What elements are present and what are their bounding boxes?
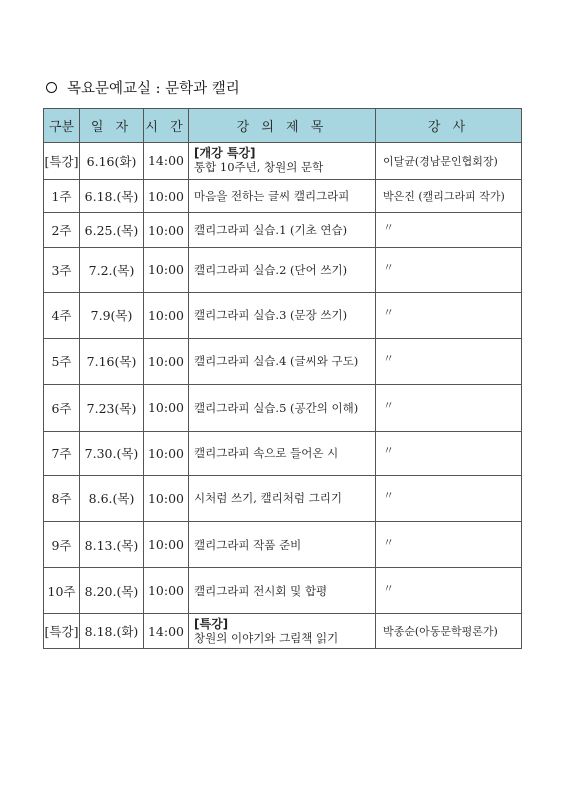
ditto-mark: 〃 xyxy=(383,398,394,412)
session-time: 10:00 xyxy=(144,338,189,384)
ditto-mark: 〃 xyxy=(383,581,394,595)
session-instructor xyxy=(376,568,522,614)
session-no: 10주 xyxy=(44,568,80,614)
table-row xyxy=(44,338,522,384)
special-lecture-tag: [특강] xyxy=(194,616,229,631)
special-lecture-tag: [개강 특강] xyxy=(194,146,256,161)
session-title-cell xyxy=(189,143,376,180)
session-date: 6.16(화) xyxy=(80,143,144,180)
ditto-mark: 〃 xyxy=(383,221,394,235)
session-instructor xyxy=(376,384,522,431)
table-row xyxy=(44,384,522,431)
session-time: 10:00 xyxy=(144,522,189,568)
session-date: 7.23(목) xyxy=(80,384,144,431)
ditto-mark: 〃 xyxy=(383,352,394,366)
session-instructor xyxy=(376,292,522,338)
table-row xyxy=(44,143,522,180)
session-instructor xyxy=(376,213,522,248)
session-instructor xyxy=(376,475,522,522)
session-no: [특강] xyxy=(44,143,80,180)
session-date: 8.13.(목) xyxy=(80,522,144,568)
session-date: 6.25.(목) xyxy=(80,213,144,248)
session-title: 캘리그라피 실습.5 (공간의 이해) xyxy=(189,384,376,431)
ditto-mark: 〃 xyxy=(383,444,394,458)
session-no: 3주 xyxy=(44,248,80,293)
session-date: 8.18.(화) xyxy=(80,614,144,649)
session-time: 10:00 xyxy=(144,384,189,431)
ditto-mark: 〃 xyxy=(383,306,394,320)
session-title-cell xyxy=(189,614,376,649)
session-no: 6주 xyxy=(44,384,80,431)
session-title: 캘리그라피 작품 준비 xyxy=(189,522,376,568)
table-row xyxy=(44,475,522,522)
table-row xyxy=(44,431,522,475)
session-instructor: 박은진 (캘리그라피 작가) xyxy=(376,179,522,213)
session-instructor: 이달균(경남문인협회장) xyxy=(376,143,522,180)
ditto-mark: 〃 xyxy=(383,489,394,503)
session-title: 통합 10주년, 창원의 문학 xyxy=(194,160,324,175)
session-no: 2주 xyxy=(44,213,80,248)
session-title: 창원의 이야기와 그림책 읽기 xyxy=(194,630,339,645)
session-title: 시처럼 쓰기, 캘리처럼 그리기 xyxy=(189,475,376,522)
table-row xyxy=(44,522,522,568)
session-date: 7.16(목) xyxy=(80,338,144,384)
table-row xyxy=(44,614,522,649)
session-instructor: 박종순(아동문학평론가) xyxy=(376,614,522,649)
session-no: 9주 xyxy=(44,522,80,568)
session-title: 캘리그라피 실습.4 (글씨와 구도) xyxy=(189,338,376,384)
session-instructor xyxy=(376,338,522,384)
table-row xyxy=(44,179,522,213)
session-title: 캘리그라피 실습.1 (기초 연습) xyxy=(189,213,376,248)
session-time: 10:00 xyxy=(144,248,189,293)
session-title: 마음을 전하는 글씨 캘리그라피 xyxy=(189,179,376,213)
session-time: 10:00 xyxy=(144,179,189,213)
section-heading xyxy=(46,77,240,98)
session-title: 캘리그라피 실습.2 (단어 쓰기) xyxy=(189,248,376,293)
col-header-date: 일 자 xyxy=(80,109,144,143)
session-no: 8주 xyxy=(44,475,80,522)
session-title: 캘리그라피 전시회 및 합평 xyxy=(189,568,376,614)
session-instructor xyxy=(376,248,522,293)
session-time: 14:00 xyxy=(144,614,189,649)
session-time: 10:00 xyxy=(144,475,189,522)
schedule-table xyxy=(43,108,522,649)
col-header-time: 시 간 xyxy=(144,109,189,143)
col-header-gubun: 구분 xyxy=(44,109,80,143)
table-row xyxy=(44,292,522,338)
session-title: 캘리그라피 실습.3 (문장 쓰기) xyxy=(189,292,376,338)
session-date: 7.9(목) xyxy=(80,292,144,338)
session-date: 7.2.(목) xyxy=(80,248,144,293)
header-row xyxy=(44,109,522,143)
table-row xyxy=(44,213,522,248)
session-instructor xyxy=(376,431,522,475)
table-row xyxy=(44,248,522,293)
table-row xyxy=(44,568,522,614)
col-header-instructor: 강 사 xyxy=(376,109,522,143)
session-time: 10:00 xyxy=(144,292,189,338)
session-no: 5주 xyxy=(44,338,80,384)
session-time: 10:00 xyxy=(144,431,189,475)
session-date: 8.20.(목) xyxy=(80,568,144,614)
session-date: 7.30.(목) xyxy=(80,431,144,475)
session-time: 10:00 xyxy=(144,213,189,248)
session-time: 10:00 xyxy=(144,568,189,614)
session-date: 6.18.(목) xyxy=(80,179,144,213)
session-title: 캘리그라피 속으로 들어온 시 xyxy=(189,431,376,475)
session-no: [특강] xyxy=(44,614,80,649)
col-header-title: 강 의 제 목 xyxy=(189,109,376,143)
ditto-mark: 〃 xyxy=(383,260,394,274)
ditto-mark: 〃 xyxy=(383,535,394,549)
session-no: 1주 xyxy=(44,179,80,213)
session-date: 8.6.(목) xyxy=(80,475,144,522)
circle-bullet-icon xyxy=(46,82,57,93)
heading-text: 목요문예교실 : 문학과 캘리 xyxy=(67,81,240,97)
session-time: 14:00 xyxy=(144,143,189,180)
session-instructor xyxy=(376,522,522,568)
session-no: 4주 xyxy=(44,292,80,338)
session-no: 7주 xyxy=(44,431,80,475)
